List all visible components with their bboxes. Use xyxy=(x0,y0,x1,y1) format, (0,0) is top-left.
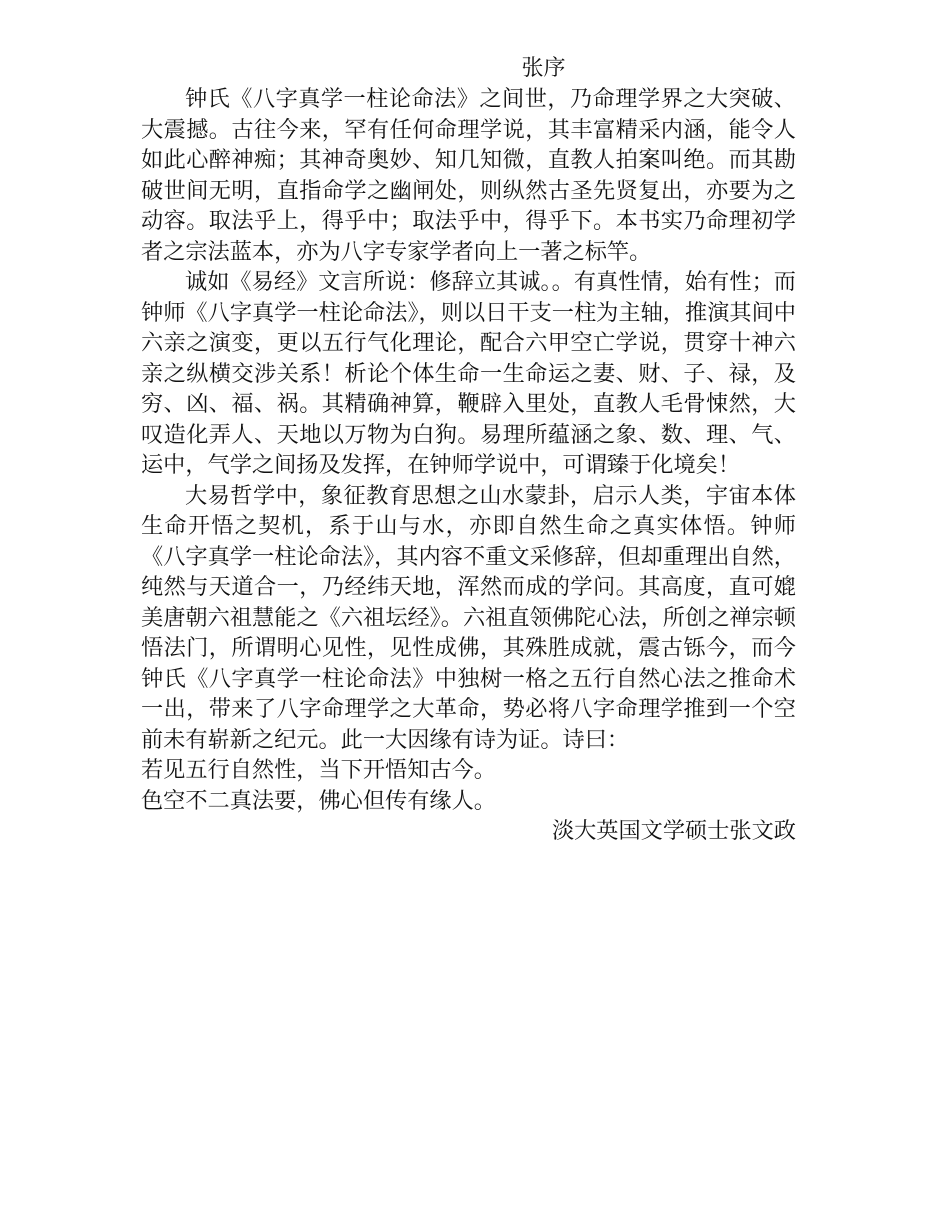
document-title: 张序 xyxy=(521,56,566,81)
document-page xyxy=(141,54,796,847)
paragraph-1: 钟氏《八字真学一柱论命法》之间世，乃命理学界之大突破、大震撼。古往今来，罕有任何命理学说，其丰富精采内涵，能令人如此心醉神痴；其神奇奥妙、知几知微，直教人拍案叫绝。而其勘破世间无明，直指命学之幽闸处，则纵然古圣先贤复出，亦要为之动容。取法乎上，得乎中；取法乎中，得乎下。本书实乃命理初学者之宗法蓝本，亦为八字专家学者向上一著之标竿。 xyxy=(141,86,796,265)
paragraph-3: 大易哲学中，象征教育思想之山水蒙卦，启示人类，宇宙本体生命开悟之契机，系于山与水，亦即自然生命之真实体悟。钟师《八字真学一柱论命法》，其内容不重文采修辞，但却重理出自然，纯然与天道合一，乃经纬天地，浑然而成的学问。其高度，直可媲美唐朝六祖慧能之《六祖坛经》。六祖直领佛陀心法，所创之禅宗顿悟法门，所谓明心见性，见性成佛，其殊胜成就，震古铄今，而今钟氏《八字真学一柱论命法》中独树一格之五行自然心法之推命术一出，带来了八字命理学之大革命，势必将八字命理学推到一个空前未有崭新之纪元。此一大因缘有诗为证。诗曰： xyxy=(141,482,796,753)
poem-line-1: 若见五行自然性，当下开悟知古今。 xyxy=(141,757,496,783)
author-signature: 淡大英国文学硕士张文政 xyxy=(551,818,796,844)
poem-line-2: 色空不二真法要，佛心但传有缘人。 xyxy=(141,787,496,814)
paragraph-2: 诚如《易经》文言所说：修辞立其诚。。有真性情，始有性；而钟师《八字真学一柱论命法》，则以日干支一柱为主轴，推演其间中六亲之演变，更以五行气化理论，配合六甲空亡学说，贯穿十神六亲之纵横交涉关系！析论个体生命一生命运之妻、财、子、禄，及穷、凶、福、祸。其精确神算，鞭辟入里处，直教人毛骨悚然，大叹造化弄人、天地以万物为白狗。易理所蕴涵之象、数、理、气、运中，气学之间扬及发挥，在钟师学说中，可谓臻于化境矣！ xyxy=(141,269,796,478)
